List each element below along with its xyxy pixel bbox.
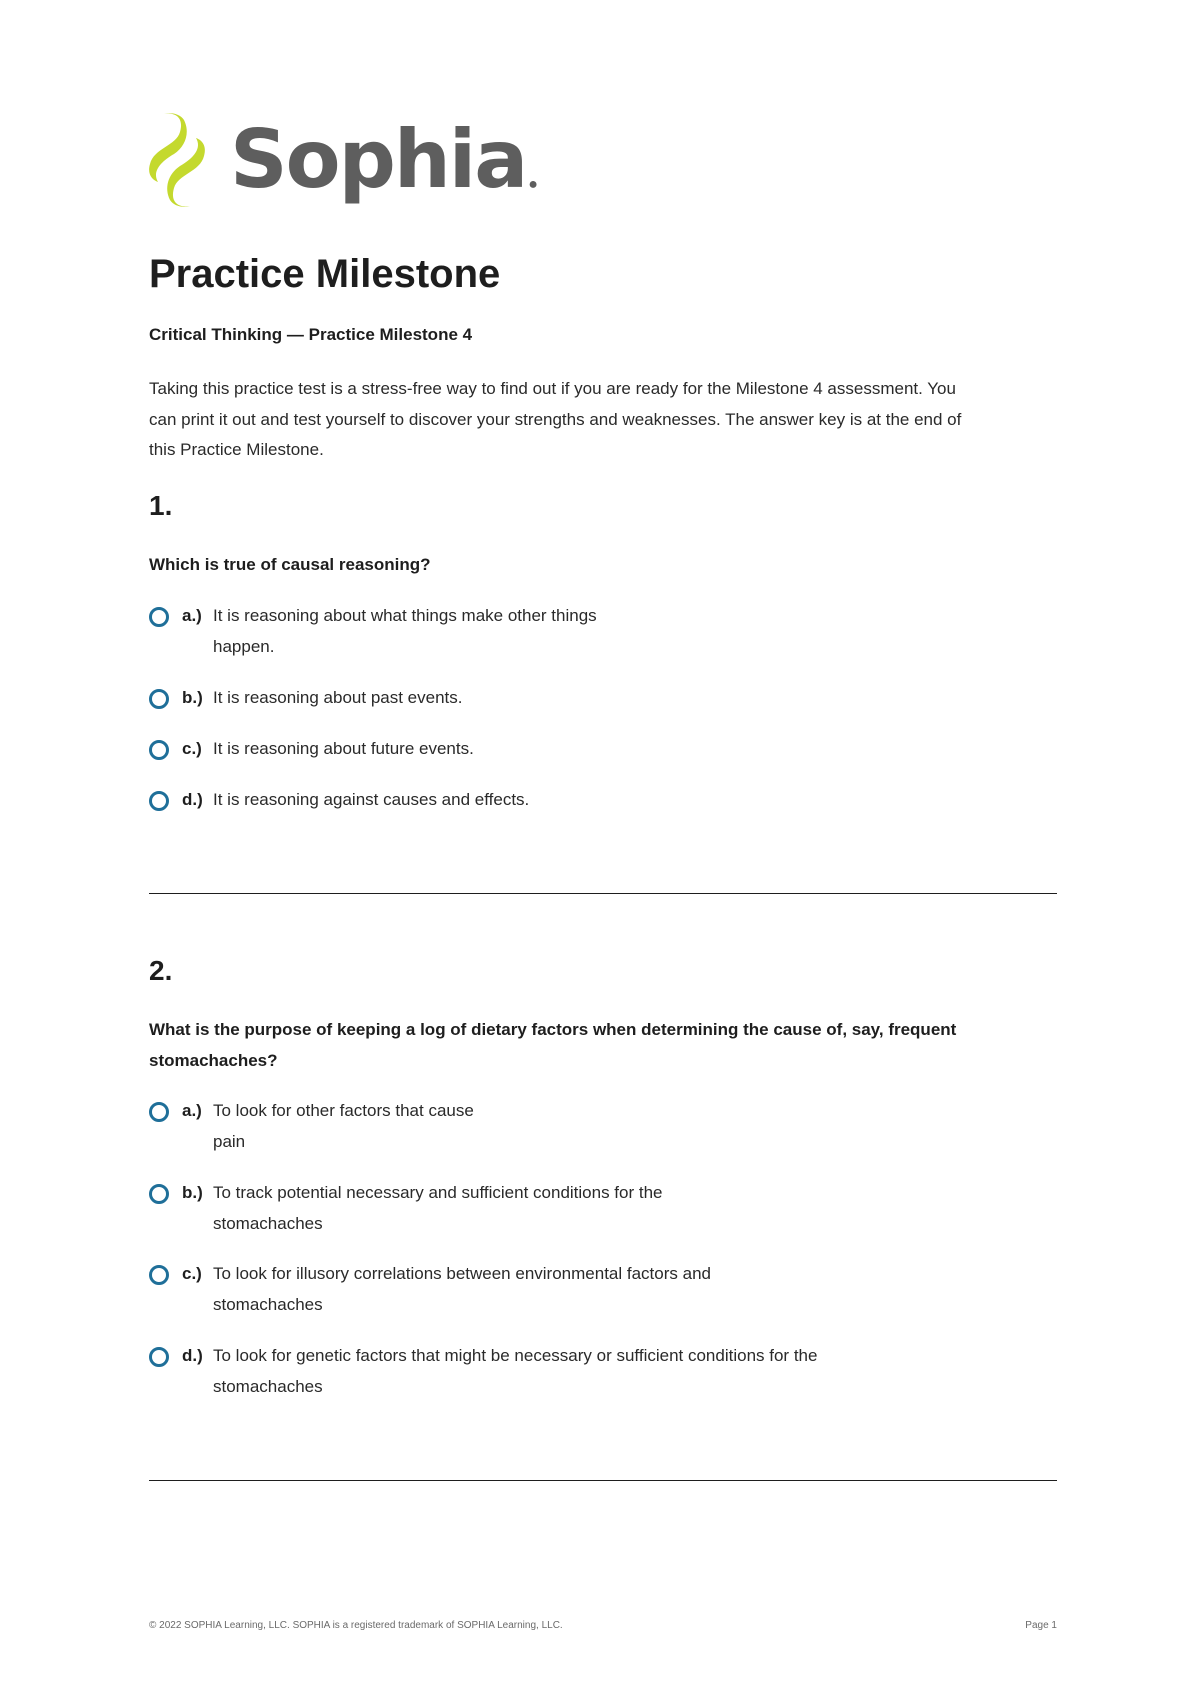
- option-letter: a.): [182, 606, 202, 625]
- option-text-line: happen.: [213, 636, 275, 656]
- option-text: [213, 1178, 663, 1239]
- page-title: Practice Milestone: [149, 252, 501, 296]
- intro-line: can print it out and test yourself to discover your strengths and weaknesses. The answer key is at the end of: [149, 409, 962, 429]
- option-text-line: To look for other factors that cause: [213, 1101, 474, 1120]
- intro-line: Taking this practice test is a stress-free way to find out if you are ready for the Milestone 4 assessment. You: [149, 379, 956, 398]
- logo-wordmark: Sophia: [230, 113, 527, 206]
- option-text-line: pain: [213, 1131, 246, 1151]
- radio-button[interactable]: [149, 1347, 169, 1367]
- option-letter: c.): [182, 739, 202, 758]
- radio-button[interactable]: [149, 791, 169, 811]
- option-letter: d.): [182, 1346, 203, 1365]
- question-2-text: [149, 1015, 1029, 1076]
- option-text: [213, 1096, 474, 1157]
- radio-button[interactable]: [149, 1102, 169, 1122]
- option-letter: b.): [182, 688, 203, 707]
- radio-button[interactable]: [149, 1184, 169, 1204]
- sophia-logo-icon: [146, 112, 208, 208]
- question-text-line: stomachaches?: [149, 1050, 278, 1070]
- option-text-line: stomachaches: [213, 1376, 323, 1396]
- section-divider: [149, 893, 1057, 894]
- option-letter: a.): [182, 1101, 202, 1120]
- page-subtitle: Critical Thinking — Practice Milestone 4: [149, 325, 473, 344]
- option-text-line: stomachaches: [213, 1213, 323, 1233]
- option-text-line: To look for illusory correlations between environmental factors and: [213, 1264, 711, 1283]
- option-text: [213, 601, 597, 662]
- intro-line: this Practice Milestone.: [149, 440, 324, 459]
- option-text: [213, 1259, 711, 1320]
- option-letter: b.): [182, 1183, 203, 1202]
- option-text: [213, 683, 463, 714]
- option-text-line: It is reasoning about what things make other things: [213, 606, 597, 625]
- option-letter: c.): [182, 1264, 202, 1283]
- radio-button[interactable]: [149, 689, 169, 709]
- footer-page-number: Page 1: [1025, 1620, 1057, 1631]
- section-divider: [149, 1480, 1057, 1481]
- option-text: [213, 1341, 817, 1402]
- option-letter: d.): [182, 790, 203, 809]
- logo-dot: ●: [528, 176, 538, 193]
- option-text-line: It is reasoning about future events.: [213, 739, 474, 758]
- option-text-line: stomachaches: [213, 1294, 323, 1314]
- radio-button[interactable]: [149, 1265, 169, 1285]
- question-text-line: What is the purpose of keeping a log of dietary factors when determining the cause of, say, frequent: [149, 1020, 957, 1039]
- option-text-line: It is reasoning about past events.: [213, 688, 463, 707]
- question-2-number: 2.: [149, 955, 173, 986]
- option-text: [213, 785, 529, 816]
- option-text-line: To look for genetic factors that might be necessary or sufficient conditions for the: [213, 1346, 818, 1365]
- option-text-line: It is reasoning against causes and effects.: [213, 790, 530, 809]
- question-1-number: 1.: [149, 490, 173, 521]
- radio-button[interactable]: [149, 607, 169, 627]
- intro-paragraph: [149, 374, 1049, 466]
- sophia-logo: [146, 112, 538, 208]
- footer-copyright: © 2022 SOPHIA Learning, LLC. SOPHIA is a registered trademark of SOPHIA Learning, LLC.: [149, 1620, 563, 1631]
- question-1-text: [149, 550, 1029, 581]
- option-text-line: To track potential necessary and sufficient conditions for the: [213, 1183, 663, 1202]
- radio-button[interactable]: [149, 740, 169, 760]
- question-text-line: Which is true of causal reasoning?: [149, 555, 431, 574]
- option-text: [213, 734, 474, 765]
